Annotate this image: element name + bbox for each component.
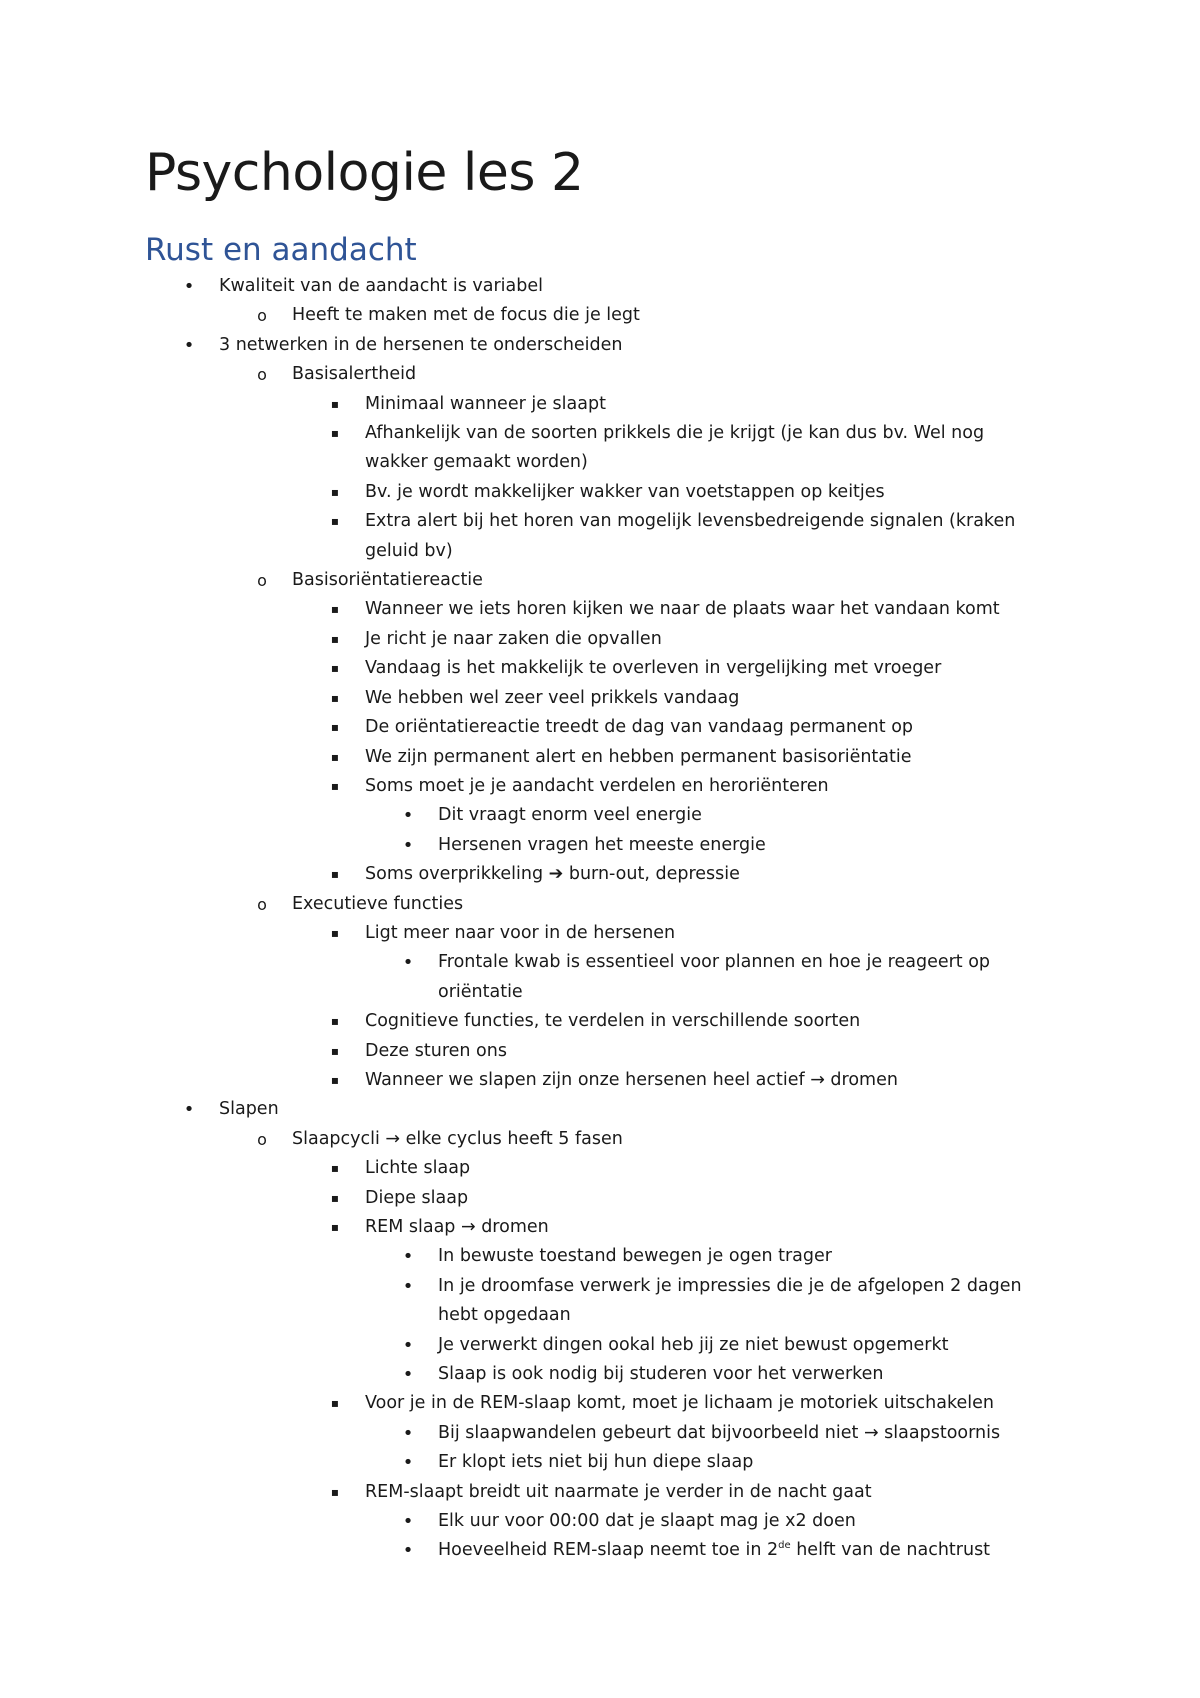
list-item-text: Wanneer we iets horen kijken we naar de plaats waar het vandaan komt	[365, 599, 1000, 620]
notes-list	[0, 272, 1200, 1566]
bullet-disc-icon: •	[183, 276, 195, 297]
list-item-level-3	[0, 713, 1200, 742]
list-item-level-3	[0, 1007, 1200, 1036]
bullet-square-icon: ▪	[330, 1396, 340, 1411]
list-item-text: Basisoriëntatiereactie	[292, 570, 483, 591]
list-item-level-3	[0, 507, 1200, 566]
bullet-disc-icon: •	[402, 1275, 414, 1297]
bullet-circle-icon: o	[257, 1129, 267, 1149]
bullet-square-icon: ▪	[330, 1161, 340, 1176]
list-item-level-3	[0, 860, 1200, 889]
list-item-text: Hersenen vragen het meeste energie	[438, 834, 766, 855]
bullet-disc-icon: •	[402, 805, 414, 827]
bullet-disc-icon: •	[183, 1099, 195, 1121]
list-item-level-3	[0, 743, 1200, 772]
list-item-level-4	[0, 1536, 1200, 1565]
list-item-level-4	[0, 801, 1200, 830]
list-item-level-3	[0, 390, 1200, 419]
list-item-level-3	[0, 1389, 1200, 1418]
list-item-text: In je droomfase verwerk je impressies die je de afgelopen 2 dagen hebt opgedaan	[438, 1275, 1022, 1326]
bullet-square-icon: ▪	[330, 602, 340, 617]
bullet-square-icon: ▪	[330, 426, 340, 441]
bullet-circle-icon: o	[257, 306, 267, 326]
list-item-level-3	[0, 1213, 1200, 1242]
list-item-level-4	[0, 948, 1200, 1007]
bullet-square-icon: ▪	[330, 631, 340, 646]
list-item-level-3	[0, 1154, 1200, 1183]
bullet-square-icon: ▪	[330, 484, 340, 499]
bullet-square-icon: ▪	[330, 661, 340, 676]
list-item-text: Hoeveelheid REM-slaap neemt toe in 2de helft van de nachtrust	[438, 1540, 991, 1561]
list-item-level-3	[0, 684, 1200, 713]
bullet-circle-icon: o	[257, 894, 267, 914]
bullet-disc-icon: •	[402, 952, 414, 974]
bullet-square-icon: ▪	[330, 690, 340, 705]
list-item-text: Vandaag is het makkelijk te overleven in vergelijking met vroeger	[365, 658, 942, 679]
list-item-level-3	[0, 478, 1200, 507]
list-item-text: Voor je in de REM-slaap komt, moet je lichaam je motoriek uitschakelen	[365, 1393, 994, 1414]
list-item-text: In bewuste toestand bewegen je ogen trager	[438, 1246, 832, 1267]
bullet-disc-icon: •	[402, 1511, 414, 1533]
list-item-text: 3 netwerken in de hersenen te onderscheiden	[219, 334, 623, 355]
list-item-text: Ligt meer naar voor in de hersenen	[365, 922, 676, 943]
list-item-level-3	[0, 654, 1200, 683]
list-item-level-2	[0, 301, 1200, 330]
list-item-text-tail: helft van de nachtrust	[790, 1540, 991, 1561]
list-item-text: Er klopt iets niet bij hun diepe slaap	[438, 1452, 754, 1473]
list-item-text: Soms overprikkeling ➔ burn-out, depressie	[365, 864, 740, 885]
list-item-text: Minimaal wanneer je slaapt	[365, 393, 606, 414]
list-item-text: Elk uur voor 00:00 dat je slaapt mag je x2 doen	[438, 1511, 856, 1532]
list-item-level-3	[0, 919, 1200, 948]
list-item-text: Je verwerkt dingen ookal heb jij ze niet bewust opgemerkt	[438, 1334, 949, 1355]
list-item-text: Kwaliteit van de aandacht is variabel	[219, 276, 543, 296]
list-item-text: Dit vraagt enorm veel energie	[438, 805, 702, 826]
list-item-level-4	[0, 1242, 1200, 1271]
list-item-text: Slapen	[219, 1099, 279, 1120]
bullet-square-icon: ▪	[330, 396, 340, 411]
list-item-level-1	[0, 272, 1200, 301]
list-item-text: We hebben wel zeer veel prikkels vandaag	[365, 687, 740, 708]
list-item-level-3	[0, 419, 1200, 478]
bullet-square-icon: ▪	[330, 778, 340, 793]
list-item-text: Diepe slaap	[365, 1187, 469, 1208]
list-item-level-1	[0, 331, 1200, 360]
list-item-level-4	[0, 1507, 1200, 1536]
list-item-level-3	[0, 1184, 1200, 1213]
list-item-level-2	[0, 360, 1200, 389]
list-item-text: Je richt je naar zaken die opvallen	[365, 628, 662, 649]
bullet-square-icon: ▪	[330, 867, 340, 882]
list-item-level-3	[0, 625, 1200, 654]
ordinal-superscript: de	[778, 1540, 791, 1552]
list-item-text: Extra alert bij het horen van mogelijk levensbedreigende signalen (kraken geluid bv)	[365, 511, 1016, 561]
list-item-text: Wanneer we slapen zijn onze hersenen heel actief → dromen	[365, 1069, 898, 1090]
list-item-level-2	[0, 890, 1200, 919]
section-heading: Rust en aandacht	[145, 232, 417, 268]
bullet-square-icon: ▪	[330, 749, 340, 764]
bullet-square-icon: ▪	[330, 1484, 340, 1499]
bullet-disc-icon: •	[402, 1364, 414, 1386]
list-item-text: Heeft te maken met de focus die je legt	[292, 305, 640, 326]
list-item-level-4	[0, 831, 1200, 860]
list-item-text: We zijn permanent alert en hebben permanent basisoriëntatie	[365, 746, 912, 767]
bullet-disc-icon: •	[402, 1422, 414, 1444]
bullet-disc-icon: •	[402, 1452, 414, 1474]
list-item-level-4	[0, 1272, 1200, 1331]
list-item-text: Basisalertheid	[292, 364, 417, 385]
list-item-level-3	[0, 595, 1200, 624]
list-item-level-3	[0, 1037, 1200, 1066]
list-item-text: Lichte slaap	[365, 1158, 471, 1179]
list-item-text: REM slaap → dromen	[365, 1217, 549, 1237]
bullet-disc-icon: •	[402, 1540, 414, 1562]
list-item-text: Afhankelijk van de soorten prikkels die je krijgt (je kan dus bv. Wel nog wakker gemaakt worden)	[365, 423, 985, 473]
list-item-level-4	[0, 1360, 1200, 1389]
bullet-square-icon: ▪	[330, 925, 340, 940]
list-item-text: De oriëntatiereactie treedt de dag van vandaag permanent op	[365, 717, 914, 738]
list-item-text: Slaap is ook nodig bij studeren voor het verwerken	[438, 1364, 884, 1385]
list-item-text: Bv. je wordt makkelijker wakker van voetstappen op keitjes	[365, 481, 885, 502]
list-item-level-3	[0, 772, 1200, 801]
page-title: Psychologie les 2	[145, 143, 584, 203]
bullet-circle-icon: o	[257, 571, 267, 591]
list-item-text: Frontale kwab is essentieel voor plannen en hoe je reageert op oriëntatie	[438, 952, 991, 1002]
bullet-disc-icon: •	[402, 1334, 414, 1356]
bullet-square-icon: ▪	[330, 1043, 340, 1058]
bullet-disc-icon: •	[402, 834, 414, 856]
bullet-circle-icon: o	[257, 365, 267, 385]
list-item-level-4	[0, 1331, 1200, 1360]
list-item-text: Deze sturen ons	[365, 1040, 507, 1061]
list-item-text: Bij slaapwandelen gebeurt dat bijvoorbeeld niet → slaapstoornis	[438, 1422, 1001, 1443]
bullet-square-icon: ▪	[330, 1220, 340, 1234]
list-item-level-3	[0, 1066, 1200, 1095]
list-item-text: Soms moet je je aandacht verdelen en heroriënteren	[365, 775, 829, 796]
bullet-square-icon: ▪	[330, 514, 340, 529]
bullet-disc-icon: •	[183, 334, 195, 356]
bullet-square-icon: ▪	[330, 1072, 340, 1087]
list-item-level-2	[0, 566, 1200, 595]
list-item-level-3	[0, 1478, 1200, 1507]
list-item-level-2	[0, 1125, 1200, 1154]
list-item-level-4	[0, 1419, 1200, 1448]
bullet-square-icon: ▪	[330, 1014, 340, 1029]
list-item-level-1	[0, 1095, 1200, 1124]
list-item-level-4	[0, 1448, 1200, 1477]
list-item-text: Cognitieve functies, te verdelen in verschillende soorten	[365, 1011, 861, 1032]
bullet-square-icon: ▪	[330, 720, 340, 735]
bullet-disc-icon: •	[402, 1246, 414, 1268]
list-item-text: REM-slaapt breidt uit naarmate je verder in de nacht gaat	[365, 1481, 872, 1502]
list-item-text: Slaapcycli → elke cyclus heeft 5 fasen	[292, 1128, 623, 1149]
list-item-text: Executieve functies	[292, 893, 464, 914]
bullet-square-icon: ▪	[330, 1190, 340, 1205]
